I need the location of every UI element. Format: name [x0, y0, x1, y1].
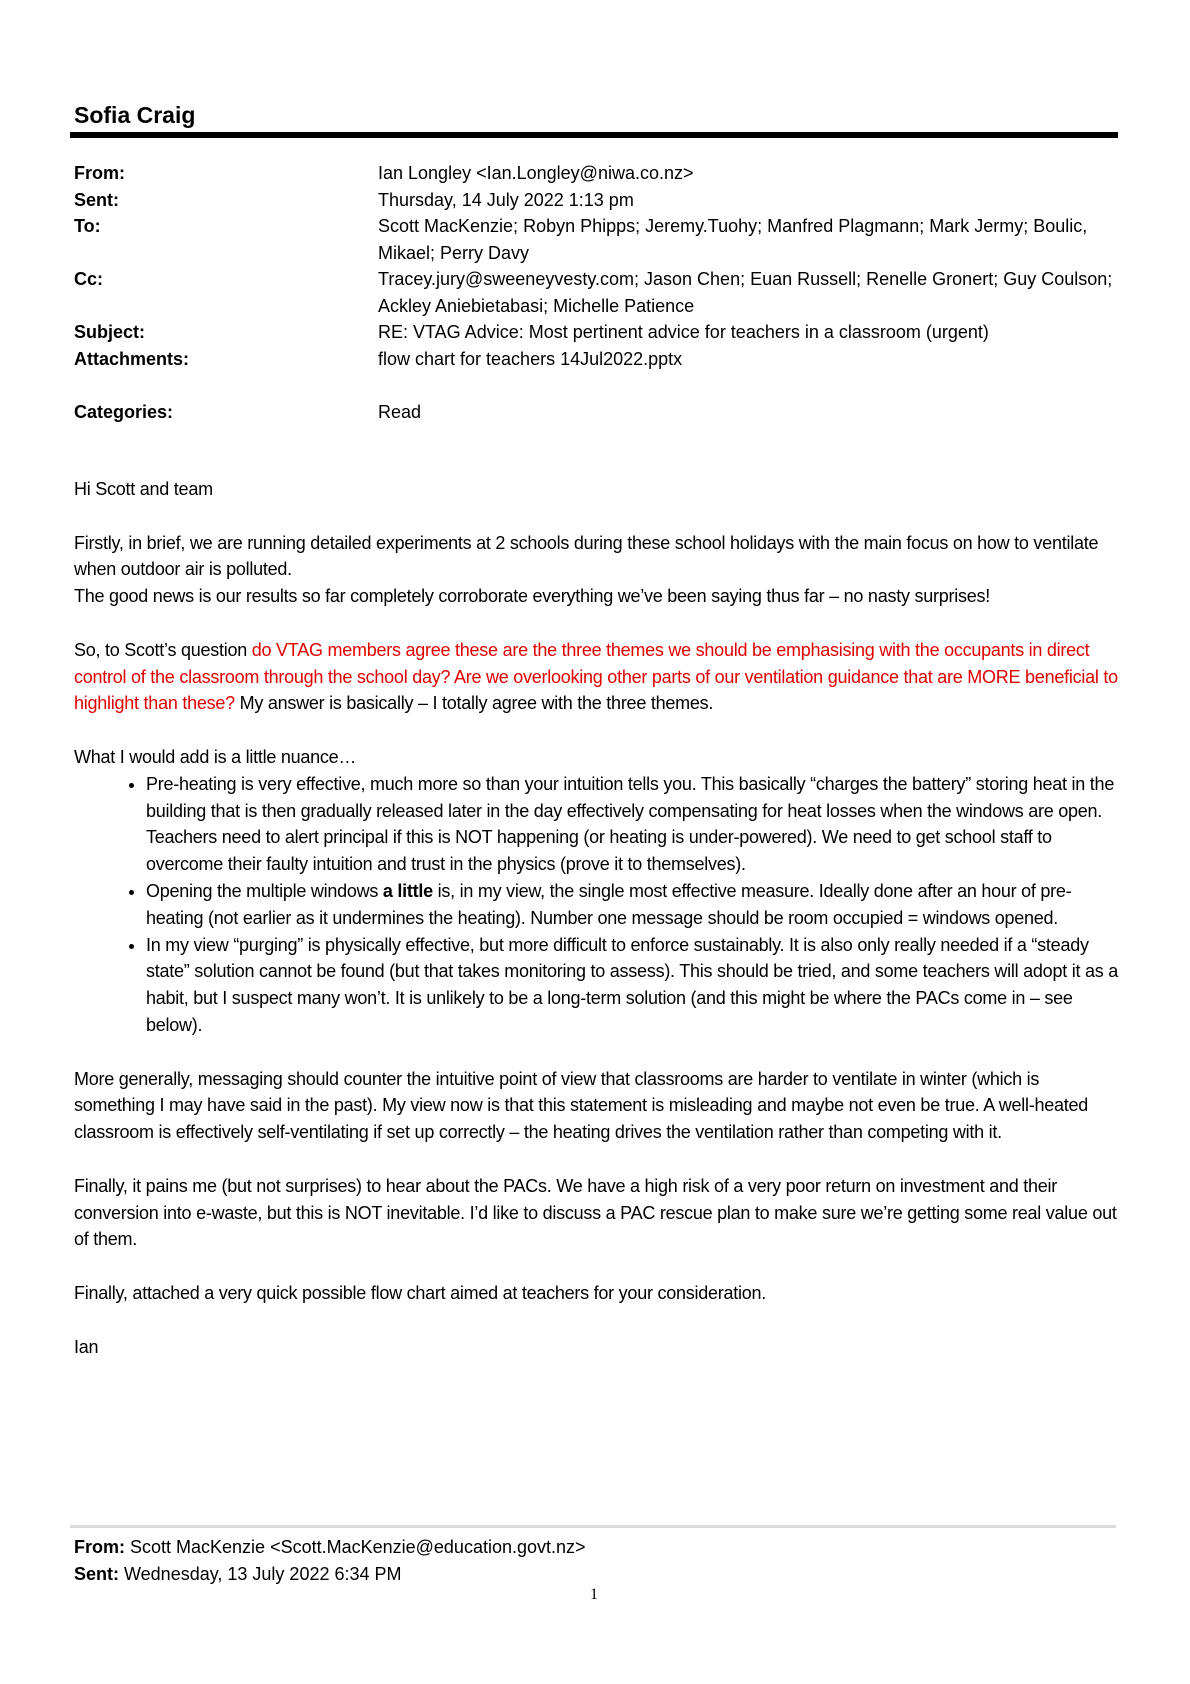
mailbox-owner-name: Sofia Craig [74, 102, 196, 128]
prev-from-label: From: [74, 1537, 125, 1557]
paragraph: Finally, attached a very quick possible flow chart aimed at teachers for your consideration. [74, 1282, 767, 1303]
paragraph [74, 530, 1122, 610]
from-label: From: [74, 163, 125, 183]
attachments-label: Attachments: [74, 348, 190, 369]
bullet-list [74, 771, 1122, 1039]
list-item: • In my view “purging” is physically effective, but more difficult to enforce sustainably. It is also only really needed if a “steady state” solution cannot be found (but that takes monitoring to assess). This should be tried, and some teachers will adopt it as a habit, but I suspect many won’t. It is unlikely to be a long-term solution (and this might be where the PACs come in – see below). [146, 932, 1122, 1039]
list-item: • Pre-heating is very effective, much more so than your intuition tells you. This basically “charges the battery” storing heat in the building that is then gradually released later in the day effectively compensating for heat losses when the windows are open. Teachers need to alert principal if this is NOT happening (or heating is under-powered). We need to get school staff to overcome their faulty intuition and trust in the physics (prove it to themselves). [146, 771, 1122, 878]
paragraph-text: My answer is basically – I totally agree with the three themes. [234, 693, 714, 714]
previous-message-header [74, 1534, 586, 1588]
paragraph [74, 637, 1122, 717]
sent-value: Thursday, 14 July 2022 1:13 pm [378, 189, 634, 210]
cc-value: Tracey.jury@sweeneyvesty.com; Jason Chen; Euan Russell; Renelle Gronert; Guy Coulson; Ackley Aniebietabasi; Michelle Patience [378, 269, 1113, 316]
list-text: is, in my view, the single most effective measure. Ideally done after an hour of pre-heating (not earlier as it undermines the heating). Number one message should be room occupied = windows opened. [146, 880, 1072, 928]
list-item [146, 878, 1122, 932]
from-value: Ian Longley <Ian.Longley@niwa.co.nz> [378, 163, 694, 183]
greeting: Hi Scott and team [74, 479, 213, 499]
separator [70, 1525, 1116, 1528]
emphasis-text: a little [382, 880, 433, 901]
prev-sent-value: Wednesday, 13 July 2022 6:34 PM [119, 1563, 402, 1584]
paragraph-text: Firstly, in brief, we are running detailed experiments at 2 schools during these school holidays with the main focus on how to ventilate when outdoor air is polluted. [74, 532, 1099, 580]
paragraph: More generally, messaging should counter the intuitive point of view that classrooms are harder to ventilate in winter (which is something I may have said in the past). My view now is that this statement is misleading and maybe not even be true. A well-heated classroom is effectively self-ventilating if set up correctly – the heating drives the ventilation rather than competing with it. [74, 1068, 1089, 1143]
paragraph: What I would add is a little nuance… [74, 746, 357, 767]
paragraph-text: The good news is our results so far completely corroborate everything we’ve been saying thus far – no nasty surprises! [74, 586, 990, 607]
categories-value: Read [378, 401, 422, 422]
to-value: Scott MacKenzie; Robyn Phipps; Jeremy.Tuohy; Manfred Plagmann; Mark Jermy; Boulic, Mikael; Perry Davy [378, 216, 1088, 263]
to-label: To: [74, 216, 101, 236]
attachment-file[interactable]: flow chart for teachers 14Jul2022.pptx [378, 348, 683, 369]
categories-label: Categories: [74, 401, 174, 422]
prev-sent-label: Sent: [74, 1563, 119, 1584]
subject-value: RE: VTAG Advice: Most pertinent advice for teachers in a classroom (urgent) [378, 322, 989, 342]
email-body [74, 476, 1122, 1387]
title-rule [70, 132, 1118, 138]
subject-label: Subject: [74, 322, 146, 342]
list-text: Opening the multiple windows [146, 880, 383, 901]
signoff: Ian [74, 1336, 99, 1357]
paragraph-text: So, to Scott’s question [74, 639, 252, 660]
cc-label: Cc: [74, 269, 104, 289]
email-header [74, 160, 1124, 425]
page-number: 1 [590, 1586, 598, 1603]
prev-from-value: Scott MacKenzie <Scott.MacKenzie@education.govt.nz> [125, 1537, 586, 1557]
sent-label: Sent: [74, 189, 119, 210]
paragraph: Finally, it pains me (but not surprises) to hear about the PACs. We have a high risk of a very poor return on investment and their conversion into e-waste, but this is NOT inevitable. I’d like to discuss a PAC rescue plan to make sure we’re getting some real value out of them. [74, 1175, 1117, 1250]
quoted-question: do VTAG members agree these are the three themes we should be emphasising with the occupants in direct control of the classroom through the school day? Are we overlooking other parts of our ventilation guidance that are MORE beneficial to highlight than these? [74, 639, 1118, 714]
